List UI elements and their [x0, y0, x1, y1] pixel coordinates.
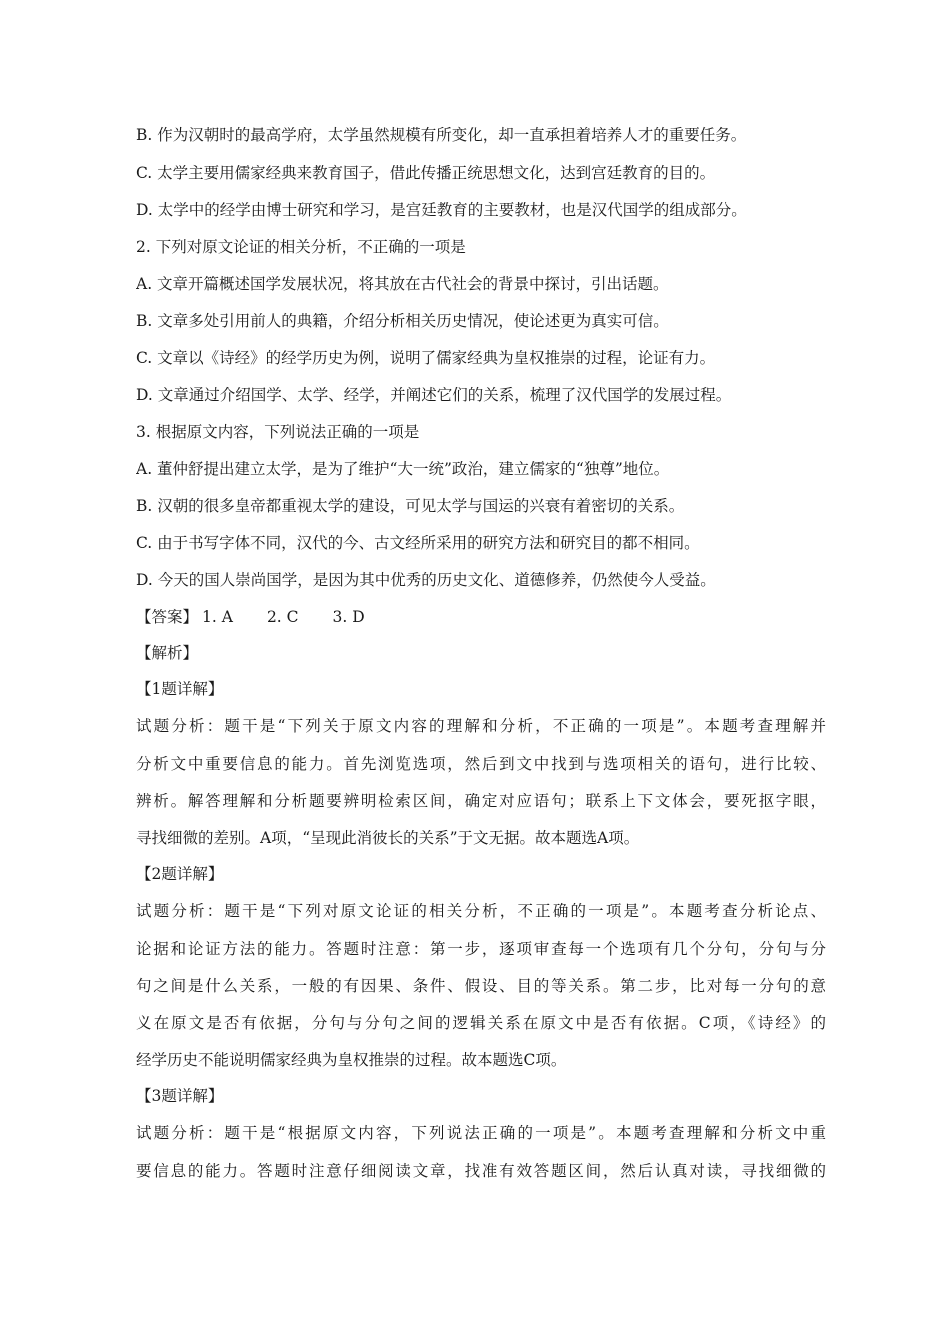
detail1-line: 寻找细微的差别。A项，“呈现此消彼长的关系”于文无据。故本题选A项。 [136, 829, 640, 847]
q3-stem: 3. 根据原文内容，下列说法正确的一项是 [136, 423, 420, 441]
detail3-heading: 【3题详解】 [136, 1087, 224, 1105]
answer-label: 【答案】 [136, 608, 199, 626]
q3-option-c: C. 由于书写字体不同，汉代的今、古文经所采用的研究方法和研究目的都不相同。 [136, 534, 700, 552]
q2-option-d: D. 文章通过介绍国学、太学、经学，并阐述它们的关系，梳理了汉代国学的发展过程。 [136, 386, 732, 404]
answer-item: 2. C [266, 608, 299, 626]
answer-line [136, 607, 826, 627]
detail3-line: 试题分析：题干是“根据原文内容，下列说法正确的一项是”。本题考查理解和分析文中重 [136, 1124, 826, 1142]
q2-option-b: B. 文章多处引用前人的典籍，介绍分析相关历史情况，使论述更为真实可信。 [136, 312, 669, 330]
q3-option-d: D. 今天的国人崇尚国学，是因为其中优秀的历史文化、道德修养，仍然使今人受益。 [136, 571, 716, 589]
detail1-line: 试题分析：题干是“下列关于原文内容的理解和分析，不正确的一项是”。本题考查理解并 [136, 717, 826, 735]
detail2-heading: 【2题详解】 [136, 865, 224, 883]
q3-option-a: A. 董仲舒提出建立太学，是为了维护“大一统”政治，建立儒家的“独尊”地位。 [136, 460, 670, 478]
answer-item: 3. D [332, 608, 365, 626]
detail2-line: 论据和论证方法的能力。答题时注意：第一步，逐项审查每一个选项有几个分句，分句与分 [136, 940, 826, 958]
analysis-label: 【解析】 [136, 644, 199, 662]
detail1-heading: 【1题详解】 [136, 680, 224, 698]
q1-option-b: B. 作为汉朝时的最高学府，太学虽然规模有所变化，却一直承担着培养人才的重要任务。 [136, 126, 747, 144]
detail2-line: 经学历史不能说明儒家经典为皇权推崇的过程。故本题选C项。 [136, 1051, 567, 1069]
q1-option-d: D. 太学中的经学由博士研究和学习，是宫廷教育的主要教材，也是汉代国学的组成部分。 [136, 201, 747, 219]
detail2-line: 试题分析：题干是“下列对原文论证的相关分析，不正确的一项是”。本题考查分析论点、 [136, 902, 826, 920]
detail3-line: 要信息的能力。答题时注意仔细阅读文章，找准有效答题区间，然后认真对读，寻找细微的 [136, 1162, 826, 1180]
q3-option-b: B. 汉朝的很多皇帝都重视太学的建设，可见太学与国运的兴衰有着密切的关系。 [136, 497, 685, 515]
q1-option-c: C. 太学主要用儒家经典来教育国子，借此传播正统思想文化，达到宫廷教育的目的。 [136, 164, 716, 182]
answer-item: 1. A [202, 608, 233, 626]
detail1-line: 分析文中重要信息的能力。首先浏览选项，然后到文中找到与选项相关的语句，进行比较、 [136, 755, 826, 773]
q2-stem: 2. 下列对原文论证的相关分析，不正确的一项是 [136, 238, 466, 256]
detail2-line: 句之间是什么关系，一般的有因果、条件、假设、目的等关系。第二步，比对每一分句的意 [136, 977, 826, 995]
q2-option-a: A. 文章开篇概述国学发展状况，将其放在古代社会的背景中探讨，引出话题。 [136, 275, 669, 293]
detail1-line: 辨析。解答理解和分析题要辨明检索区间，确定对应语句；联系上下文体会，要死抠字眼， [136, 792, 826, 810]
detail2-line: 义在原文是否有依据，分句与分句之间的逻辑关系在原文中是否有依据。C项，《诗经》的 [136, 1014, 826, 1032]
q2-option-c: C. 文章以《诗经》的经学历史为例，说明了儒家经典为皇权推崇的过程，论证有力。 [136, 349, 716, 367]
